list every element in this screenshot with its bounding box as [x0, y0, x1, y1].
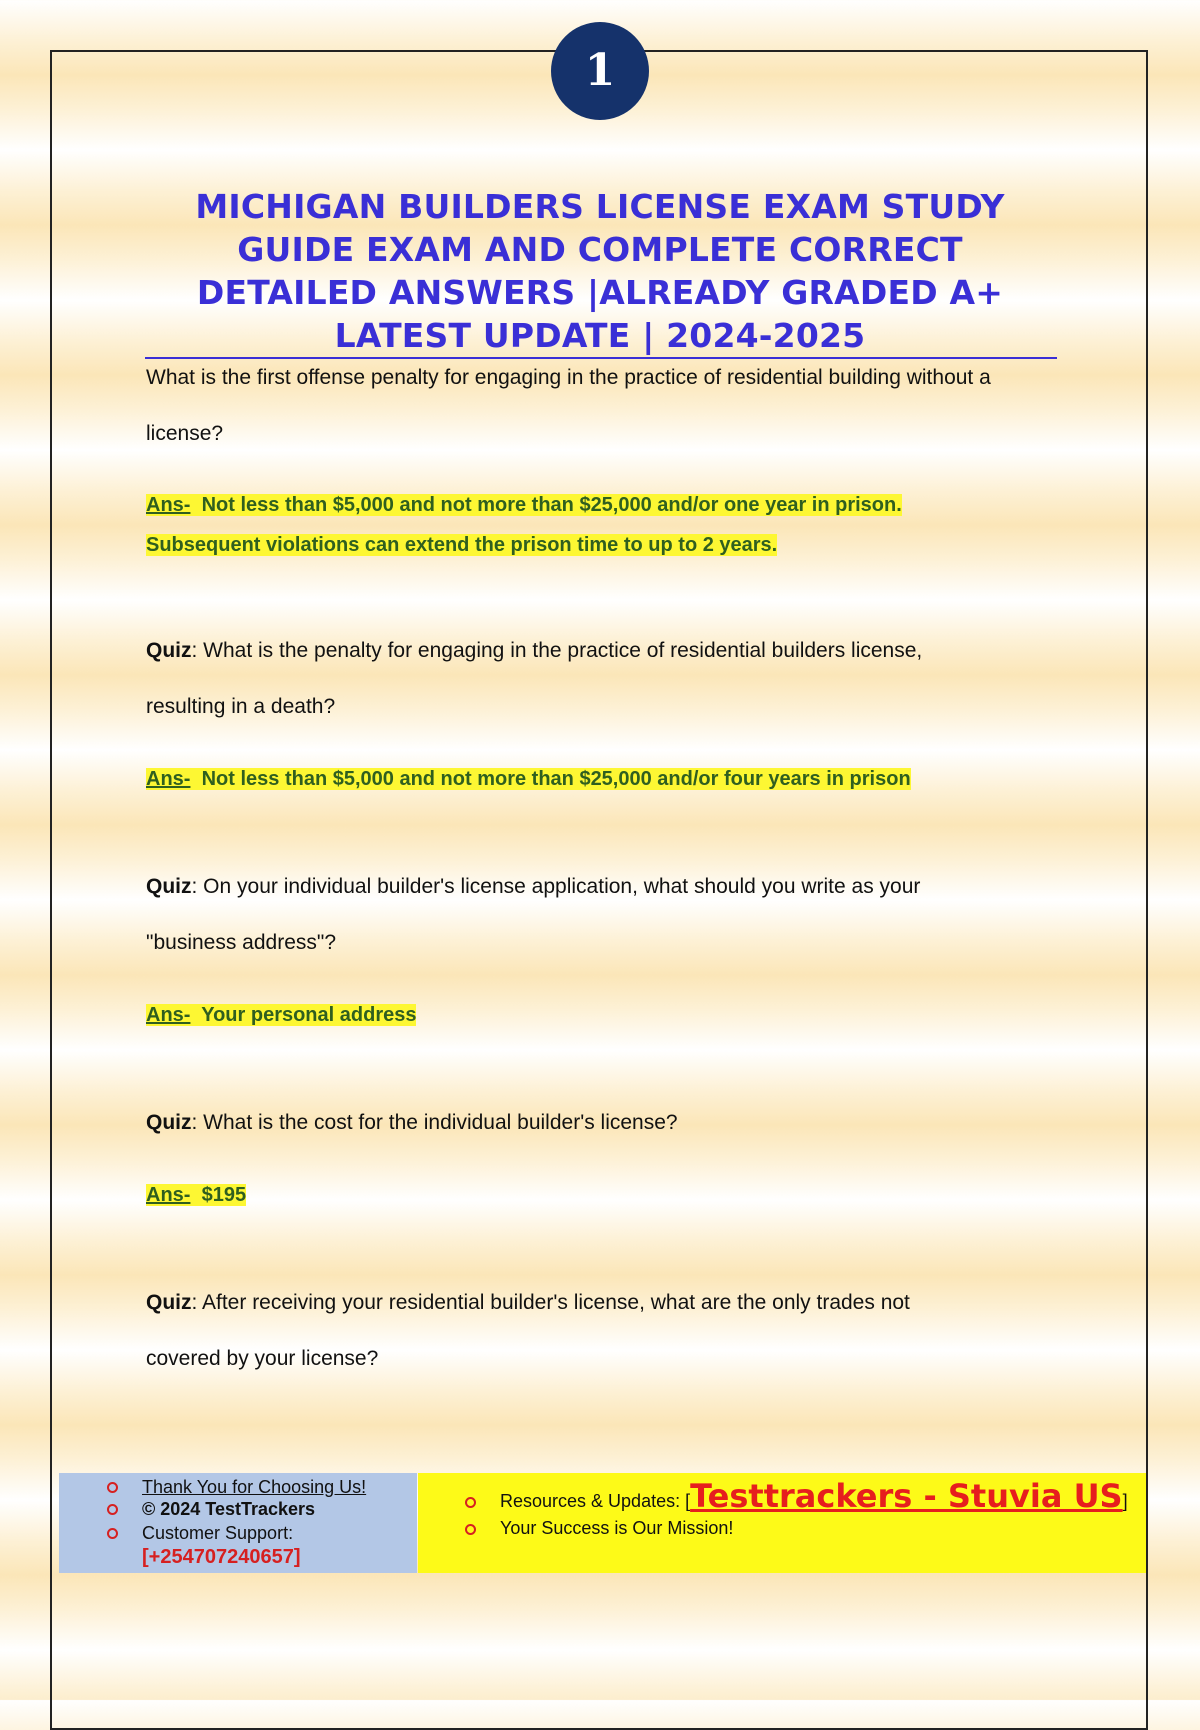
answer-label: Ans-: [146, 1004, 191, 1026]
question-line: covered by your license?: [146, 1347, 379, 1370]
document-title: [145, 185, 1055, 357]
question-2: [146, 623, 1076, 735]
question-line: : What is the cost for the individual builder's license?: [191, 1111, 678, 1134]
question-line: : On your individual builder's license application, what should you write as your: [191, 875, 921, 898]
answer-3: [146, 995, 416, 1035]
footer-resources-box: [418, 1473, 1146, 1573]
question-1: [146, 350, 1076, 462]
copyright-text: © 2024 TestTrackers: [142, 1499, 316, 1519]
bullet-icon: [465, 1497, 476, 1508]
answer-label: Ans-: [146, 494, 191, 516]
resources-line: [500, 1477, 1128, 1515]
question-line: : What is the penalty for engaging in the practice of residential builders license,: [191, 639, 923, 662]
resources-label: Resources & Updates: [: [500, 1491, 691, 1511]
resources-close: ]: [1122, 1491, 1128, 1511]
answer-1: [146, 485, 902, 565]
question-line: license?: [146, 422, 224, 445]
answer-line: Not less than $5,000 and not more than $25,000 and/or one year in prison.: [201, 494, 902, 516]
title-line: MICHIGAN BUILDERS LICENSE EXAM STUDY: [195, 187, 1005, 226]
answer-line: Not less than $5,000 and not more than $25,000 and/or four years in prison: [201, 768, 911, 790]
answer-line: $195: [201, 1184, 247, 1206]
quiz-label: Quiz: [146, 639, 192, 662]
quiz-label: Quiz: [146, 1111, 192, 1134]
thanks-text: Thank You for Choosing Us!: [142, 1477, 367, 1497]
answer-line: Your personal address: [201, 1004, 417, 1026]
question-line: resulting in a death?: [146, 695, 336, 718]
answer-4: [146, 1175, 246, 1215]
question-line: What is the first offense penalty for engaging in the practice of residential building without a: [146, 366, 991, 389]
bullet-icon: [465, 1524, 476, 1535]
question-3: [146, 859, 1076, 971]
question-line: "business address"?: [146, 931, 337, 954]
title-line: LATEST UPDATE | 2024-2025: [334, 316, 866, 355]
quiz-label: Quiz: [146, 1291, 192, 1314]
question-line: : After receiving your residential builder's license, what are the only trades not: [191, 1291, 910, 1314]
footer-info-box: [59, 1473, 417, 1573]
bullet-icon: [107, 1504, 118, 1515]
answer-label: Ans-: [146, 768, 191, 790]
question-4: [146, 1095, 1076, 1151]
answer-label: Ans-: [146, 1184, 191, 1206]
support-label: Customer Support:: [142, 1523, 294, 1543]
bullet-icon: [107, 1528, 118, 1539]
answer-line: Subsequent violations can extend the prison time to up to 2 years.: [146, 534, 778, 556]
title-line: DETAILED ANSWERS |ALREADY GRADED A+: [196, 273, 1004, 312]
answer-2: [146, 759, 911, 799]
title-line: GUIDE EXAM AND COMPLETE CORRECT: [237, 230, 963, 269]
bullet-icon: [107, 1482, 118, 1493]
page-number-badge: 1: [551, 22, 649, 120]
support-phone: [+254707240657]: [142, 1546, 301, 1568]
quiz-label: Quiz: [146, 875, 192, 898]
resources-link[interactable]: Testtrackers - Stuvia US: [690, 1477, 1123, 1515]
question-5: [146, 1275, 1076, 1387]
mission-text: Your Success is Our Mission!: [500, 1518, 734, 1538]
